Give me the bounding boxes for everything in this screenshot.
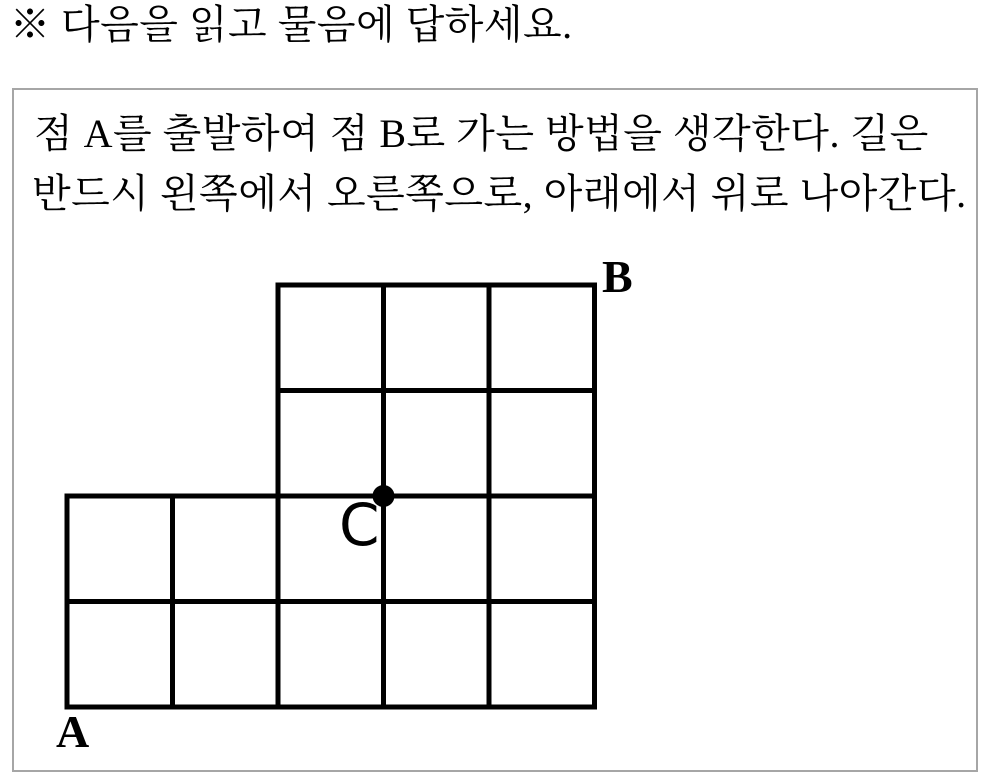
label-point-c: C	[339, 491, 380, 559]
grid-lines	[67, 285, 595, 707]
problem-statement-line-1: 점 A를 출발하여 점 B로 가는 방법을 생각한다. 길은	[34, 111, 929, 156]
label-point-b: B	[602, 251, 633, 302]
label-point-a: A	[56, 706, 90, 757]
problem-statement-line-2: 반드시 왼쪽에서 오른쪽으로, 아래에서 위로 나아간다.	[32, 171, 967, 216]
instruction-text: ※ 다음을 읽고 물음에 답하세요.	[10, 2, 573, 47]
